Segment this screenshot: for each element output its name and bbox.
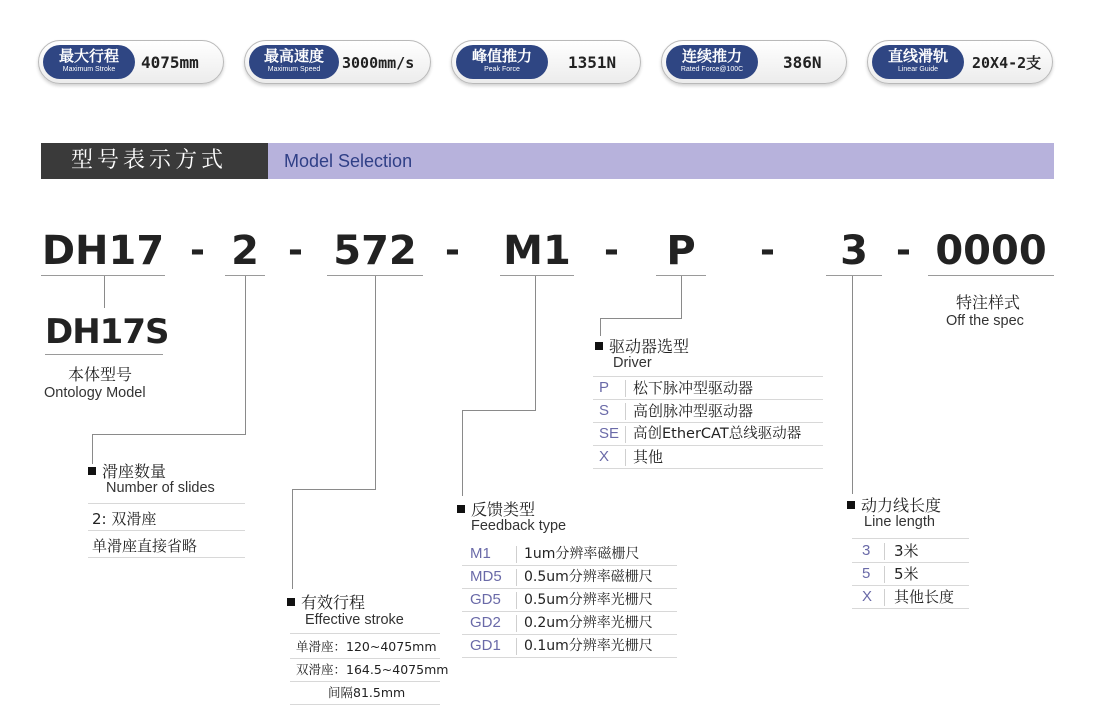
row-separator [516, 615, 517, 632]
code-underline [826, 275, 882, 276]
bullet-square-icon [595, 342, 603, 350]
row-separator [625, 380, 626, 397]
spec-label-cn: 峰值推力 [471, 47, 532, 65]
driver-option-row [593, 400, 823, 423]
feedback-option-row [462, 589, 677, 612]
slides-label-cn: 滑座数量 [88, 459, 166, 482]
feedback-desc: 0.1um分辨率光栅尺 [524, 638, 653, 654]
code-part-series: DH17 [41, 228, 165, 274]
spec-value: 3000mm/s [342, 54, 415, 72]
spec-label-cn: 连续推力 [681, 47, 742, 65]
cable-desc: 其他长度 [894, 588, 955, 606]
code-part-driver: P [666, 228, 696, 274]
code-part-stroke: 572 [333, 228, 417, 274]
connector-line [375, 276, 376, 489]
feedback-option-row [462, 543, 677, 566]
feedback-desc: 0.2um分辨率光栅尺 [524, 615, 653, 631]
spec-value: 386N [783, 53, 822, 72]
cable-option-row [852, 540, 969, 563]
feedback-desc: 1um分辨率磁栅尺 [524, 546, 640, 562]
stroke-divider [290, 633, 440, 634]
connector-line [600, 318, 682, 319]
spec-label-en: Maximum Stroke [62, 66, 116, 73]
code-dash: - [445, 230, 460, 271]
spec-pill-linear-guide [867, 40, 1053, 84]
row-separator [516, 592, 517, 609]
connector-line [462, 410, 463, 496]
feedback-code: M1 [470, 545, 491, 562]
spec-pill-peak-force [451, 40, 641, 84]
bullet-square-icon [287, 598, 295, 606]
feedback-label-en: Feedback type [471, 518, 567, 534]
section-header [41, 143, 1054, 179]
row-separator [516, 546, 517, 563]
row-separator [884, 589, 885, 606]
spec-pill-max-speed [244, 40, 431, 84]
bullet-square-icon [88, 467, 96, 475]
driver-code: S [599, 402, 610, 419]
cable-code: X [862, 588, 873, 605]
connector-line [245, 276, 246, 434]
cable-code: 3 [862, 542, 871, 559]
feedback-desc: 0.5um分辨率光栅尺 [524, 592, 653, 608]
section-title-cn: 型号表示方式 [41, 143, 268, 179]
feedback-code: GD5 [470, 591, 501, 608]
connector-line [292, 489, 293, 589]
ontology-underline [45, 354, 163, 355]
driver-code: SE [599, 425, 620, 442]
spec-label-en: Rated Force@100C [680, 66, 744, 73]
code-underline [500, 275, 574, 276]
stroke-label-en: Effective stroke [305, 612, 404, 628]
driver-label-cn: 驱动器选型 [595, 334, 689, 357]
driver-desc: 高创EtherCAT总线驱动器 [633, 426, 802, 442]
spec-tag [43, 45, 135, 79]
feedback-code: GD1 [470, 637, 501, 654]
stroke-option: 间隔81.5mm [328, 685, 406, 700]
connector-line [535, 276, 536, 410]
spec-value: 20X4-2支 [972, 54, 1042, 72]
ontology-label-en: Ontology Model [44, 385, 146, 401]
slides-label-en: Number of slides [106, 480, 215, 496]
code-dash: - [896, 230, 911, 271]
code-dash: - [604, 230, 619, 271]
row-separator [625, 426, 626, 443]
code-dash: - [190, 230, 205, 271]
feedback-option-row [462, 612, 677, 635]
row-separator [884, 566, 885, 583]
driver-option-row [593, 423, 823, 446]
spec-label-cn: 最高速度 [263, 47, 324, 65]
cable-label-cn: 动力线长度 [847, 493, 941, 516]
slides-divider [88, 503, 245, 504]
connector-line [92, 434, 246, 435]
connector-line [104, 276, 105, 308]
ontology-label-cn: 本体型号 [68, 365, 133, 384]
section-title-en: Model Selection [284, 151, 413, 171]
cable-option-row [852, 563, 969, 586]
feedback-desc: 0.5um分辨率磁栅尺 [524, 569, 653, 585]
stroke-option-row [290, 682, 440, 705]
cable-option-row [852, 586, 969, 609]
code-dash: - [288, 230, 303, 271]
feedback-code: GD2 [470, 614, 501, 631]
cable-desc: 5米 [894, 565, 919, 583]
code-part-slides: 2 [231, 228, 259, 274]
special-label-en: Off the spec [946, 313, 1024, 329]
spec-label-en: Peak Force [484, 66, 520, 73]
spec-tag [666, 45, 758, 79]
connector-line [681, 276, 682, 318]
spec-value: 4075mm [141, 53, 199, 72]
stroke-option-row [290, 659, 449, 682]
driver-code: X [599, 448, 610, 465]
spec-tag [872, 45, 964, 79]
stroke-label-cn: 有效行程 [287, 590, 365, 613]
code-part-feedback: M1 [503, 228, 571, 274]
code-part-special: 0000 [935, 228, 1047, 274]
slides-option: 单滑座直接省略 [92, 537, 198, 555]
feedback-option-row [462, 635, 677, 658]
row-separator [884, 543, 885, 560]
stroke-option: 双滑座：164.5~4075mm [296, 662, 449, 677]
spec-label-cn: 直线滑轨 [887, 47, 948, 65]
row-separator [625, 449, 626, 466]
ontology-model-code: DH17S [45, 312, 169, 352]
stroke-option: 单滑座：120~4075mm [296, 639, 437, 654]
bullet-square-icon [457, 505, 465, 513]
driver-option-row [593, 377, 823, 400]
driver-desc: 松下脉冲型驱动器 [633, 379, 754, 397]
driver-desc: 高创脉冲型驱动器 [633, 402, 754, 420]
spec-pill-max-stroke [38, 40, 224, 84]
spec-tag [249, 45, 339, 79]
feedback-option-row [462, 566, 677, 589]
slides-option-row [88, 535, 245, 558]
code-dash: - [760, 230, 775, 271]
stroke-option-row [290, 636, 440, 659]
driver-code: P [599, 379, 610, 396]
cable-divider [852, 538, 969, 539]
feedback-code: MD5 [470, 568, 502, 585]
driver-desc: 其他 [633, 448, 664, 466]
slides-option-row [88, 508, 245, 531]
spec-label-en: Linear Guide [897, 66, 939, 73]
row-separator [516, 569, 517, 586]
connector-line [852, 276, 853, 494]
cable-desc: 3米 [894, 542, 919, 560]
cable-label-en: Line length [864, 514, 935, 530]
spec-label-cn: 最大行程 [58, 47, 119, 65]
slides-option: 2: 双滑座 [92, 510, 157, 528]
connector-line [292, 489, 376, 490]
connector-line [462, 410, 536, 411]
cable-code: 5 [862, 565, 871, 582]
feedback-label-cn: 反馈类型 [457, 497, 535, 520]
spec-tag [456, 45, 548, 79]
bullet-square-icon [847, 501, 855, 509]
spec-label-en: Maximum Speed [267, 66, 321, 73]
spec-value: 1351N [568, 53, 617, 72]
code-underline [41, 275, 165, 276]
code-part-cable: 3 [840, 228, 868, 274]
row-separator [625, 403, 626, 420]
spec-pill-rated-force [661, 40, 847, 84]
driver-option-row [593, 446, 823, 469]
special-label-cn: 特注样式 [956, 293, 1021, 312]
driver-label-en: Driver [613, 355, 652, 371]
row-separator [516, 638, 517, 655]
code-underline [928, 275, 1054, 276]
